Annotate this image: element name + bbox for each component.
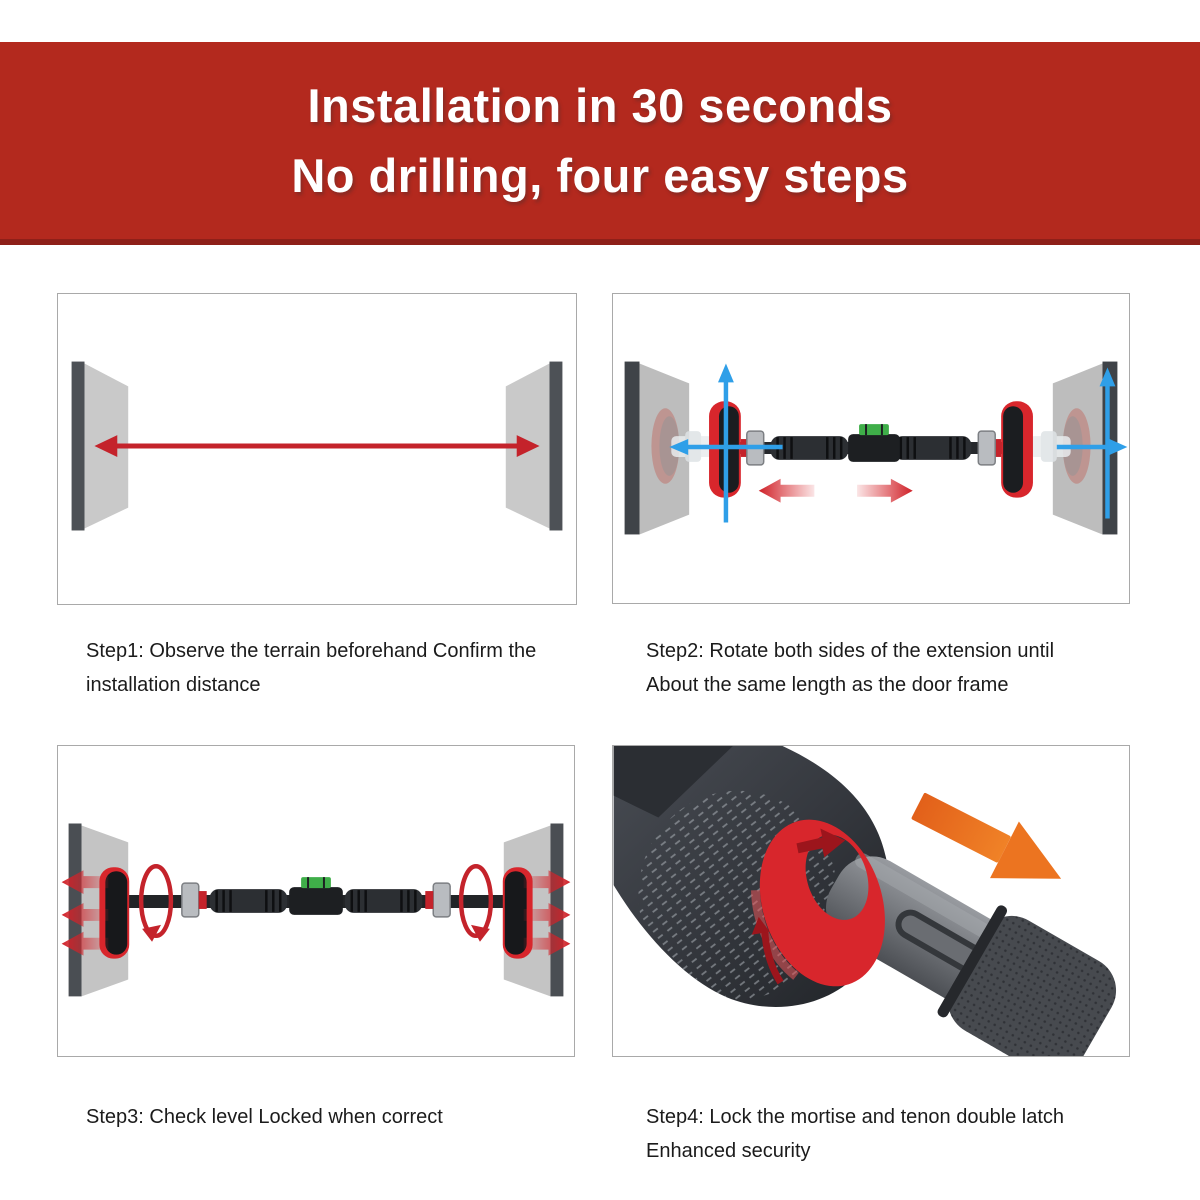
right-end-cap (1001, 401, 1033, 497)
level-indicator (859, 424, 889, 435)
step1-caption-line1: Step1: Observe the terrain beforehand Confirm the (86, 640, 537, 662)
step4-caption-line1: Step4: Lock the mortise and tenon double latch (646, 1106, 1065, 1128)
step2-caption (646, 634, 1054, 702)
step3-caption (86, 1100, 443, 1134)
step1-panel (57, 293, 577, 605)
step2-panel (612, 293, 1130, 604)
step1-caption (86, 634, 536, 702)
header-banner (0, 42, 1200, 245)
step4-caption (646, 1100, 1064, 1168)
step3-panel (57, 745, 575, 1057)
banner-title-line1: Installation in 30 seconds (307, 78, 893, 132)
step2-caption-line1: Step2: Rotate both sides of the extension until (646, 640, 1055, 662)
extend-direction-arrows (759, 479, 913, 503)
step1-caption-line2: installation distance (86, 674, 261, 696)
step3-illustration (58, 746, 574, 1056)
pull-up-bar (709, 401, 1033, 497)
measure-distance-arrow (94, 435, 539, 457)
step3-caption-line1: Step3: Check level Locked when correct (86, 1106, 443, 1128)
step1-illustration (58, 294, 576, 604)
step2-caption-line2: About the same length as the door frame (646, 674, 1009, 696)
pull-up-bar (99, 867, 532, 958)
step2-illustration (613, 294, 1129, 603)
step4-illustration (613, 746, 1129, 1056)
level-indicator (301, 877, 331, 888)
step4-caption-line2: Enhanced security (646, 1140, 811, 1162)
step4-panel (612, 745, 1130, 1057)
banner-title-line2: No drilling, four easy steps (291, 148, 909, 202)
